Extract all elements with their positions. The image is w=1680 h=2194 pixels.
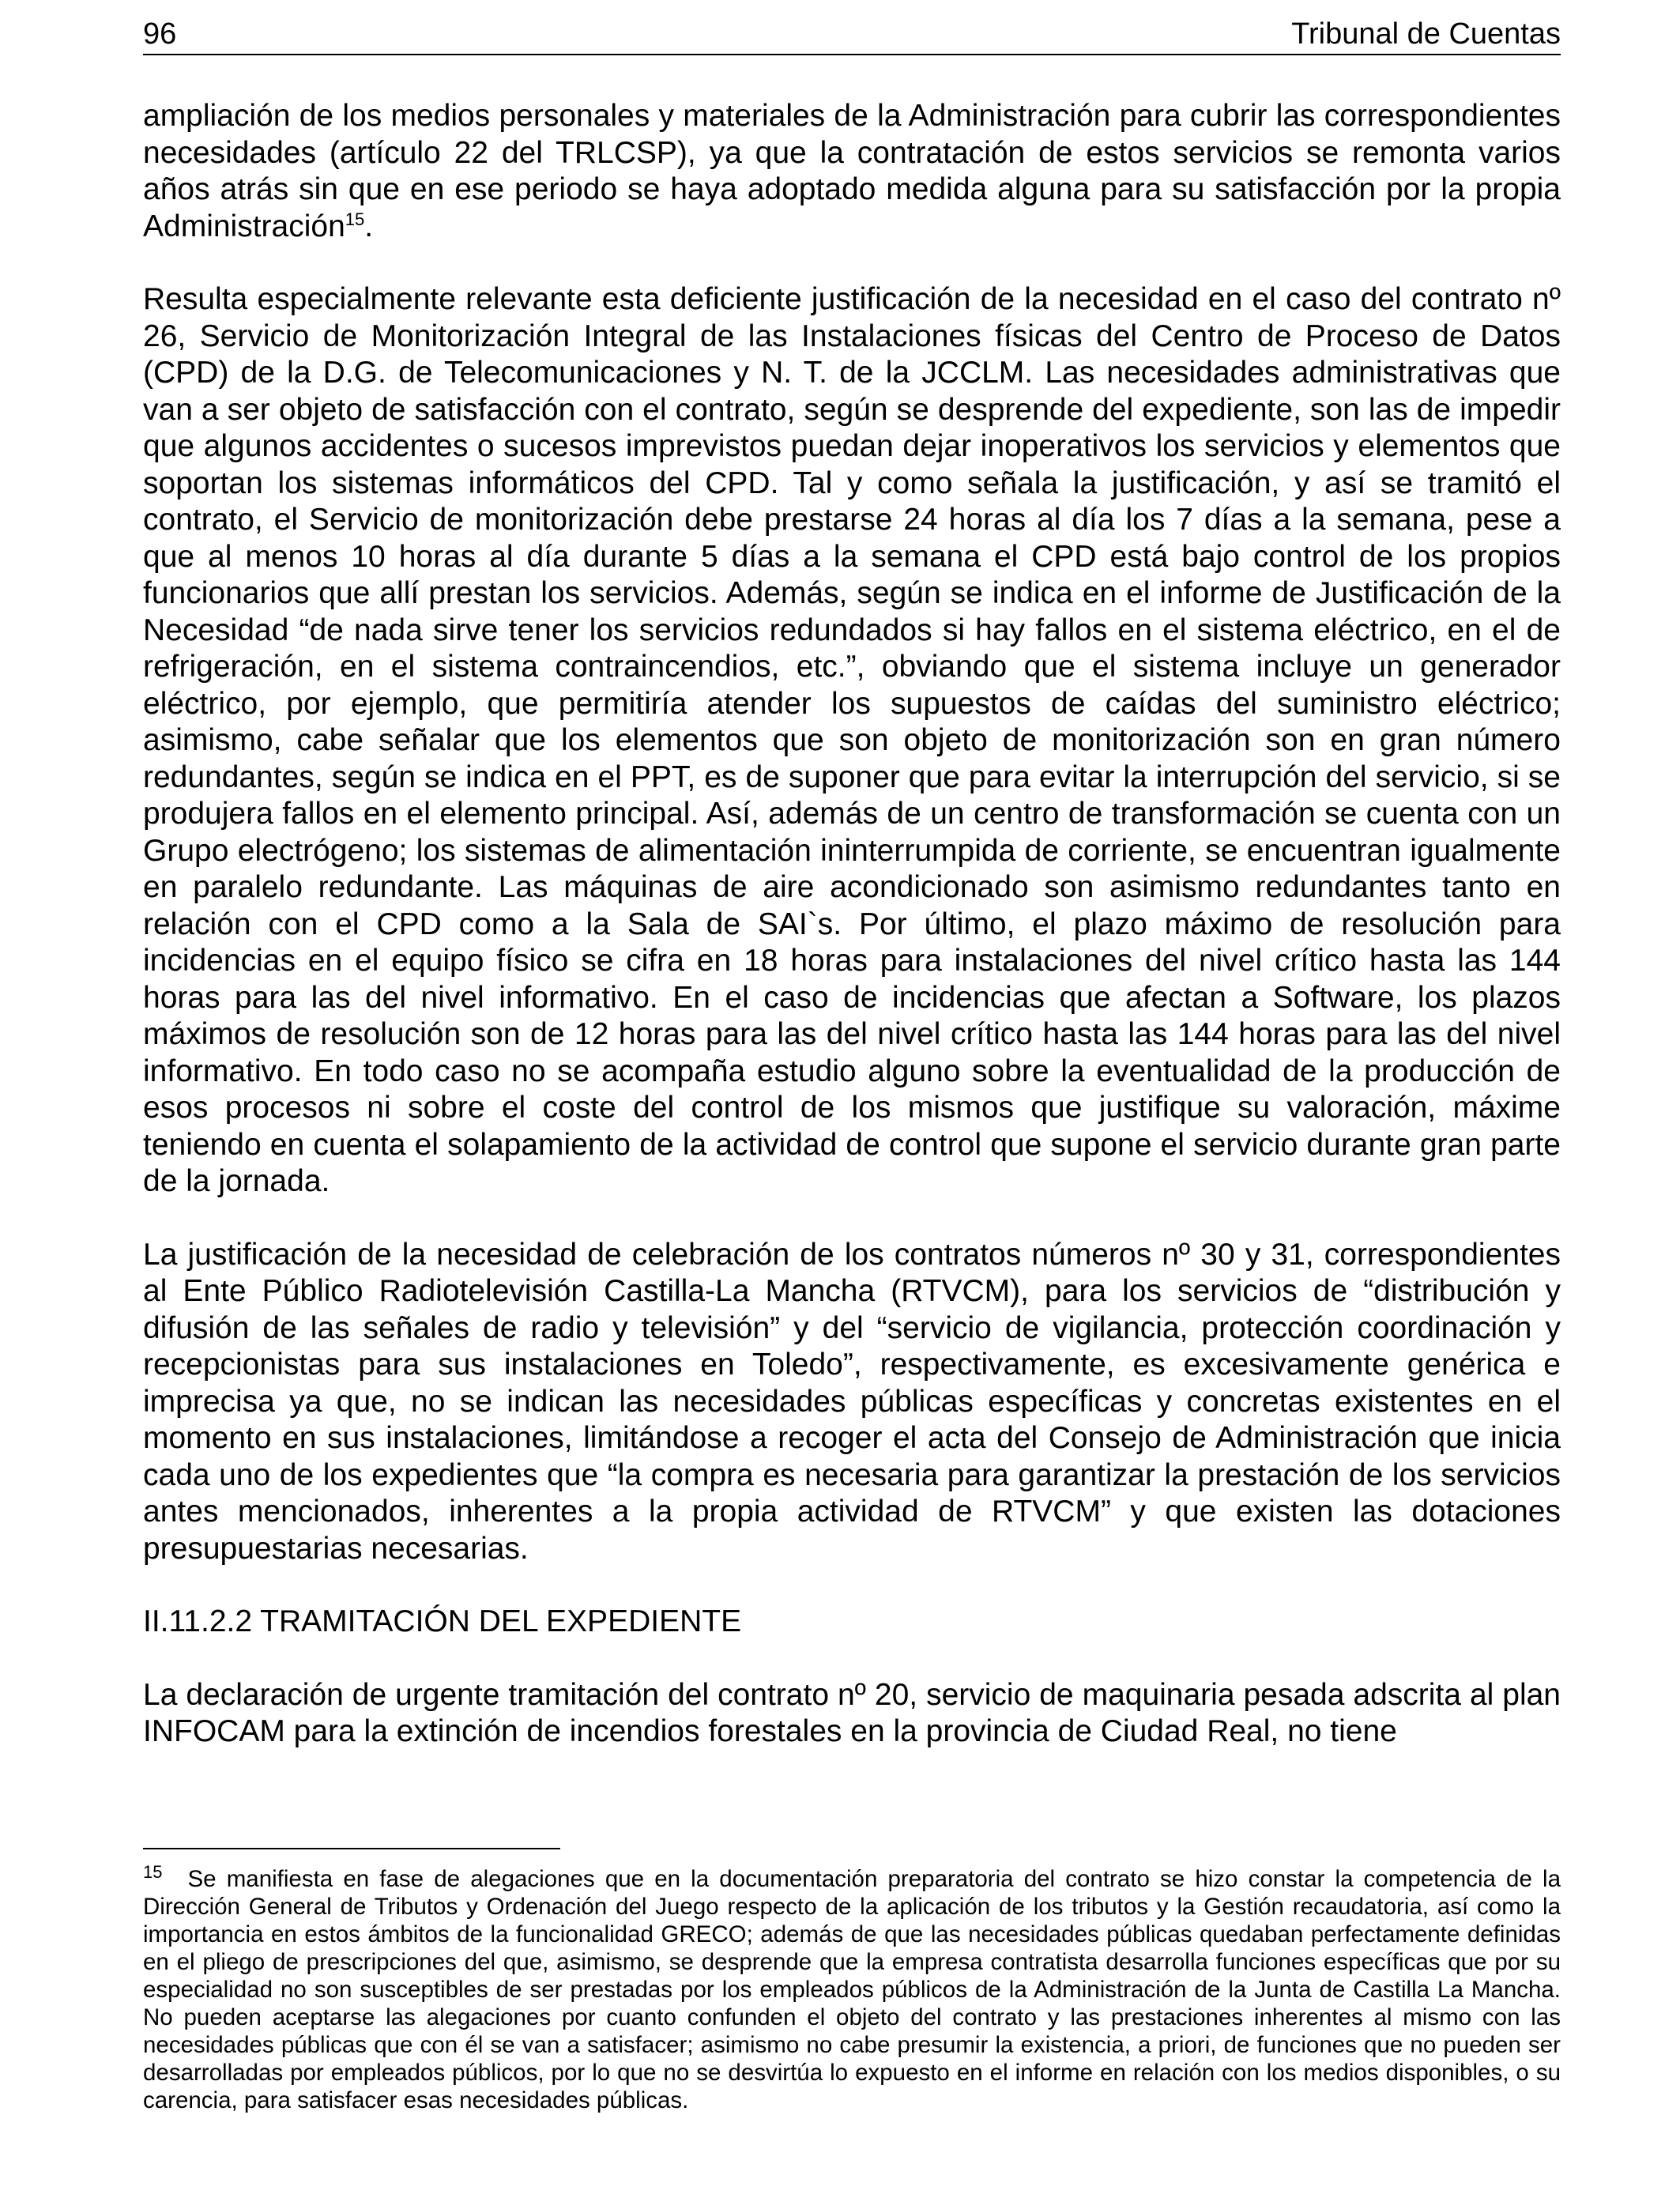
paragraph-4: La declaración de urgente tramitación del contrato nº 20, servicio de maquinaria pesada adscrita al plan INFOCAM para la extinción de incendios forestales en la provincia de Ciudad Real, no tiene: [143, 1677, 1561, 1748]
paragraph-2: Resulta especialmente relevante esta deficiente justificación de la necesidad en el caso del contrato nº 26, Servicio de Monitorización Integral de las Instalaciones físicas del Centro de Proceso de Datos (CPD) de la D.G. de Telecomunicaciones y N. T. de la JCCLM. Las necesidades administrativas que van a ser objeto de satisfacción con el contrato, según se desprende del expediente, son las de impedir que algunos accidentes o sucesos imprevistos puedan dejar inoperativos los servicios y elementos que soportan los sistemas informáticos del CPD. Tal y como señala la justificación, y así se tramitó el contrato, el Servicio de monitorización debe prestarse 24 horas al día los 7 días a la semana, pese a que al menos 10 horas al día durante 5 días a la semana el CPD está bajo control de los propios funcionarios que allí prestan los servicios. Además, según se indica en el informe de Justificación de la Necesidad “de nada sirve tener los servicios redundados si hay fallos en el sistema eléctrico, en el de refrigeración, en el sistema contraincendios, etc.”, obviando que el sistema incluye un generador eléctrico, por ejemplo, que permitiría atender los supuestos de caídas del suministro eléctrico; asimismo, cabe señalar que los elementos que son objeto de monitorización son en gran número redundantes, según se indica en el PPT, es de suponer que para evitar la interrupción del servicio, si se produjera fallos en el elemento principal. Así, además de un centro de transformación se cuenta con un Grupo electrógeno; los sistemas de alimentación ininterrumpida de corriente, se encuentran igualmente en paralelo redundante. Las máquinas de aire acondicionado son asimismo redundantes tanto en relación con el CPD como a la Sala de SAI`s. Por último, el plazo máximo de resolución para incidencias en el equipo físico se cifra en 18 horas para instalaciones del nivel crítico hasta las 144 horas para las del nivel informativo. En el caso de incidencias que afectan a Software, los plazos máximos de resolución son de 12 horas para las del nivel crítico hasta las 144 horas para las del nivel informativo. En todo caso no se acompaña estudio alguno sobre la eventualidad de la producción de esos procesos ni sobre el coste del control de los mismos que justifique su valoración, máxime teniendo en cuenta el solapamiento de la actividad de control que supone el servicio durante gran parte de la jornada.: [143, 282, 1561, 1198]
paragraph-1-text: ampliación de los medios personales y materiales de la Administración para cubrir las correspondientes necesidades (artículo 22 del TRLCSP), ya que la contratación de estos servicios se remonta varios años atrás sin que en ese periodo se haya adoptado medida alguna para su satisfacción por la propia Administración: [143, 99, 1561, 243]
paragraph-1: [143, 98, 1561, 245]
body-text: [143, 98, 1561, 1787]
footnote: [143, 1862, 1561, 2114]
page-header: [143, 14, 1561, 55]
paragraph-3: La justificación de la necesidad de celebración de los contratos números nº 30 y 31, correspondientes al Ente Público Radiotelevisión Castilla-La Mancha (RTVCM), para los servicios de “distribución y difusión de las señales de radio y televisión” y del “servicio de vigilancia, protección coordinación y recepcionistas para sus instalaciones en Toledo”, respectivamente, es excesivamente genérica e imprecisa ya que, no se indican las necesidades públicas específicas y concretas existentes en el momento en sus instalaciones, limitándose a recoger el acta del Consejo de Administración que inicia cada uno de los expedientes que “la compra es necesaria para garantizar la prestación de los servicios antes mencionados, inherentes a la propia actividad de RTVCM” y que existen las dotaciones presupuestarias necesarias.: [143, 1237, 1561, 1566]
footnote-divider: [143, 1848, 560, 1849]
footnote-text: Se manifiesta en fase de alegaciones que en la documentación preparatoria del contrato se hizo constar la competencia de la Dirección General de Tributos y Ordenación del Juego respecto de la aplicación de los tributos y la Gestión recaudatoria, así como la importancia en estos ámbitos de la funcionalidad GRECO; además de que las necesidades públicas quedaban perfectamente definidas en el pliego de prescripciones del que, asimismo, se desprende que la empresa contratista desarrolla funciones específicas que por su especialidad no son susceptibles de ser prestadas por los empleados públicos de la Administración de la Junta de Castilla La Mancha. No pueden aceptarse las alegaciones por cuanto confunden el objeto del contrato y las prestaciones inherentes al mismo con las necesidades públicas que con él se van a satisfacer; asimismo no cabe presumir la existencia, a priori, de funciones que no pueden ser desarrolladas por empleados públicos, por lo que no se desvirtúa lo expuesto en el informe en relación con los medios disponibles, o su carencia, para satisfacer esas necesidades públicas.: [143, 1866, 1561, 2113]
paragraph-1-end: .: [364, 209, 374, 243]
section-heading: II.11.2.2 TRAMITACIÓN DEL EXPEDIENTE: [143, 1604, 742, 1638]
running-title: Tribunal de Cuentas: [1291, 17, 1561, 51]
document-page: [143, 0, 1561, 2194]
footnote-mark: 15: [143, 1862, 163, 1883]
footnote-ref[interactable]: 15: [345, 209, 365, 229]
page-number: 96: [143, 17, 177, 51]
